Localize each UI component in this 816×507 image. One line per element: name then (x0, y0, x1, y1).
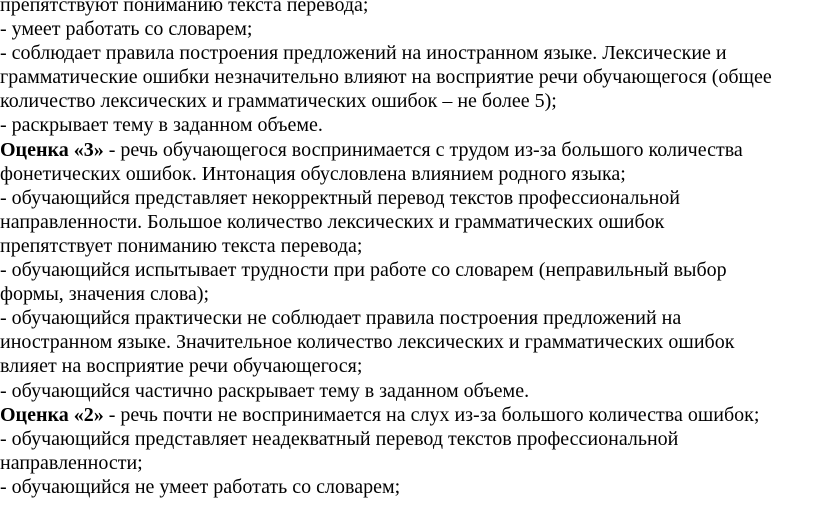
text-line: препятствует пониманию текста перевода; (0, 234, 363, 257)
text-line: количество лексических и грамматических ошибок – не более 5); (0, 90, 557, 113)
text-line: грамматические ошибки незначительно влияют на восприятие речи обучающегося (общее (0, 66, 772, 89)
text-line: иностранном языке. Значительное количество лексических и грамматических ошибок (0, 331, 735, 354)
text-line: влияет на восприятие речи обучающегося; (0, 355, 363, 378)
text-line: - умеет работать со словарем; (0, 18, 253, 41)
grade-2-label: Оценка «2» (0, 403, 104, 426)
text-line: - обучающийся представляет неадекватный перевод текстов профессиональной (0, 427, 679, 450)
grade-2-intro: - речь почти не воспринимается на слух из-за большого количества ошибок; (103, 403, 760, 426)
text-line: - обучающийся испытывает трудности при работе со словарем (неправильный выбор (0, 259, 727, 282)
text-line: направленности; (0, 451, 143, 474)
text-line: - обучающийся не умеет работать со словарем; (0, 475, 401, 498)
text-line: - соблюдает правила построения предложений на иностранном языке. Лексические и (0, 42, 727, 65)
text-line: - обучающийся представляет некорректный перевод текстов профессиональной (0, 186, 680, 209)
text-line: препятствуют пониманию текста перевода; (0, 0, 369, 16)
grade-2-heading-line (0, 403, 816, 427)
text-line: формы, значения слова); (0, 283, 210, 306)
text-line: фонетических ошибок. Интонация обусловлена влиянием родного языка; (0, 162, 626, 185)
text-line: направленности. Большое количество лексических и грамматических ошибок (0, 210, 665, 233)
grade-3-label: Оценка «3» (0, 138, 104, 161)
grade-3-heading-line (0, 138, 816, 162)
grade-3-intro: - речь обучающегося воспринимается с трудом из-за большого количества (103, 138, 743, 161)
text-line: - раскрывает тему в заданном объеме. (0, 114, 323, 137)
text-line: - обучающийся практически не соблюдает правила построения предложений на (0, 307, 682, 330)
text-line: - обучающийся частично раскрывает тему в заданном объеме. (0, 379, 530, 402)
